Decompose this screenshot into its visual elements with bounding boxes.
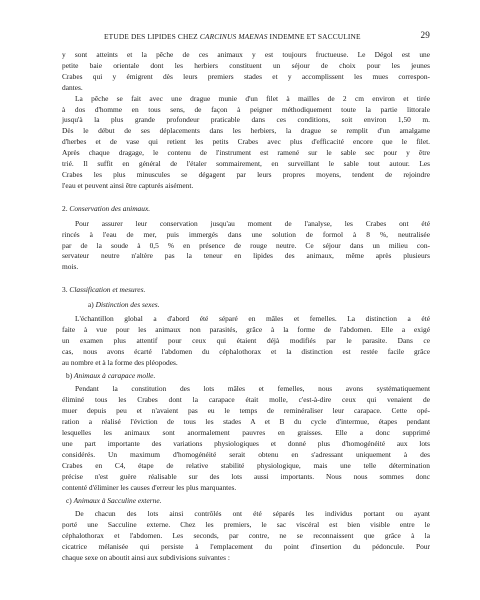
paragraph-5 <box>62 384 430 493</box>
subsection-title: Distinction des sexes. <box>95 300 160 310</box>
text-line: cas, nous avons écarté l'abdomen du céphalothorax et la distinction est restée facile grâce <box>62 346 430 356</box>
text-line: jusqu'à la plus grande profondeur praticable dans ces conditions, soit environ 1,50 m. <box>62 115 430 125</box>
text-line: La pêche se fait avec une drague munie d'un filet à mailles de 2 cm environ et tirée <box>75 93 430 103</box>
text-line: un examen plus attentif pour ceux qui étaient déjà modifiés par le parasite. Dans ce <box>62 335 430 345</box>
subsection-label: b) <box>66 370 73 380</box>
text-line: par de la soude à 0,5 % en présence de rouge neutre. Ce séjour dans un milieu con- <box>62 240 430 250</box>
header-title <box>104 32 361 41</box>
text-line: à dos d'homme en tous sens, de façon à peigner méthodiquement toute la partie littorale <box>62 104 430 114</box>
text-line: y sont atteints et la pêche de ces animaux y est toujours fructueuse. Le Dégol est une <box>62 50 430 59</box>
section-heading-3 <box>62 285 430 296</box>
page <box>62 30 430 564</box>
subsection-heading-c <box>62 496 430 507</box>
paragraph-3 <box>62 219 430 274</box>
text-line: lesquelles les animaux sont anormalement pauvres en graisses. Elle a donc supprimé <box>62 428 430 438</box>
text-line: trié. Il suffit en général de l'étaler sommairement, en surveillant le sable tout autour. Les <box>62 159 430 169</box>
paragraph-1 <box>62 50 430 94</box>
text-line: Dès le début de ses déplacements dans les herbiers, la drague se remplit d'un amalgame <box>62 126 430 136</box>
section-title: Classification et mesures. <box>69 285 146 295</box>
section-heading-2 <box>62 204 430 215</box>
text-line: faite à vue pour les animaux non parasités, grâce à la forme de l'abdomen. Elle a exigé <box>62 324 430 334</box>
text-line: chaque sexe on aboutit ainsi aux subdivisions suivantes : <box>62 553 230 563</box>
text-line: considérés. Un maximum d'homogénéité serait obtenu en s'adressant uniquement à des <box>62 449 430 459</box>
text-line: dantes. <box>62 82 83 92</box>
text-line: une part importante des variations physiologiques et donné plus d'homogénéité aux lots <box>62 439 430 448</box>
subsection-label: a) <box>88 300 94 310</box>
text-line: contenté d'éliminer les causes d'erreur les plus marquantes. <box>62 482 237 492</box>
text-line: mois. <box>62 262 79 272</box>
text-line: Crabes les plus minuscules se dégagent par leurs propres moyens, tendent de rejoindre <box>62 169 430 179</box>
text-line: éliminé tous les Crabes dont la carapace était molle, c'est-à-dire ceux qui venaient de <box>62 395 430 405</box>
text-line: porté une Sacculine externe. Chez les premiers, le sac viscéral est bien visible entre le <box>62 520 430 530</box>
header-title-post: INDEMNE ET SACCULINE <box>267 32 361 41</box>
text-line: précise n'est guère réalisable sur des lots aussi importants. Nous nous sommes donc <box>62 471 430 481</box>
subsection-heading-b <box>62 371 430 382</box>
page-number: 29 <box>420 30 430 40</box>
section-number: 2. <box>62 203 68 213</box>
text-line: petite baie orientale dont les herbiers constituent un séjour de choix pour les jeunes <box>62 60 430 70</box>
text-line: Pendant la constitution des lots mâles et femelles, nous avons systématiquement <box>75 384 430 394</box>
header-title-species: CARCINUS MAENAS <box>199 32 268 41</box>
running-header <box>62 30 430 44</box>
paragraph-4 <box>62 314 430 369</box>
text-line: Crabes qui y émigrent dès leurs premiers stades et y accomplissent les mues correspon- <box>62 71 430 81</box>
subsection-title: Animaux à carapace molle. <box>74 370 156 380</box>
text-line: ration a réalisé l'éviction de tous les stades A et B du cycle d'intermue, étapes pendant <box>62 417 430 427</box>
text-line: De chacun des lots ainsi contrôlés ont été séparés les individus portant ou ayant <box>75 509 430 519</box>
text-line: d'herbes et de vase qui retient les petits Crabes avec plus d'efficacité encore que le filet. <box>62 137 430 147</box>
text-line: rincés à l'eau de mer, puis immergés dans une solution de formol à 8 %, neutralisée <box>62 229 430 239</box>
text-line: servateur neutre n'altère pas la teneur en lipides des animaux, même après plusieurs <box>62 251 430 261</box>
paragraph-2 <box>62 94 430 192</box>
text-line: Crabes en C4, étape de relative stabilité physiologique, mais une telle détermination <box>62 460 430 470</box>
text-line: muer depuis peu et n'avaient pas eu le temps de reminéraliser leur carapace. Cette opé- <box>62 406 430 416</box>
text-line: au nombre et à la forme des pléopodes. <box>62 357 178 367</box>
section-number: 3. <box>62 285 68 295</box>
paragraph-6 <box>62 509 430 564</box>
text-line: Après chaque dragage, le contenu de l'instrument est ramené sur le sable sec pour y être <box>62 148 430 158</box>
text-line: Pour assurer leur conservation jusqu'au moment de l'analyse, les Crabes ont été <box>75 218 430 228</box>
header-title-pre: ETUDE DES LIPIDES CHEZ <box>104 32 200 41</box>
text-line: céphalothorax et l'abdomen. Les seconds, par contre, ne se reconnaissent que grâce à la <box>62 531 430 541</box>
subsection-heading-a <box>62 300 430 311</box>
text-line: cicatrice mélanisée qui persiste à l'emplacement du point d'insertion du pédoncule. Pour <box>62 542 430 552</box>
subsection-title: Animaux à Sacculine externe. <box>73 495 162 505</box>
text-line: L'échantillon global a d'abord été séparé en mâles et femelles. La distinction a été <box>75 314 430 324</box>
text-line: l'eau et peuvent ainsi être capturés aisément. <box>62 180 194 190</box>
subsection-label: c) <box>66 495 72 505</box>
section-title: Conservation des animaux. <box>69 203 151 213</box>
